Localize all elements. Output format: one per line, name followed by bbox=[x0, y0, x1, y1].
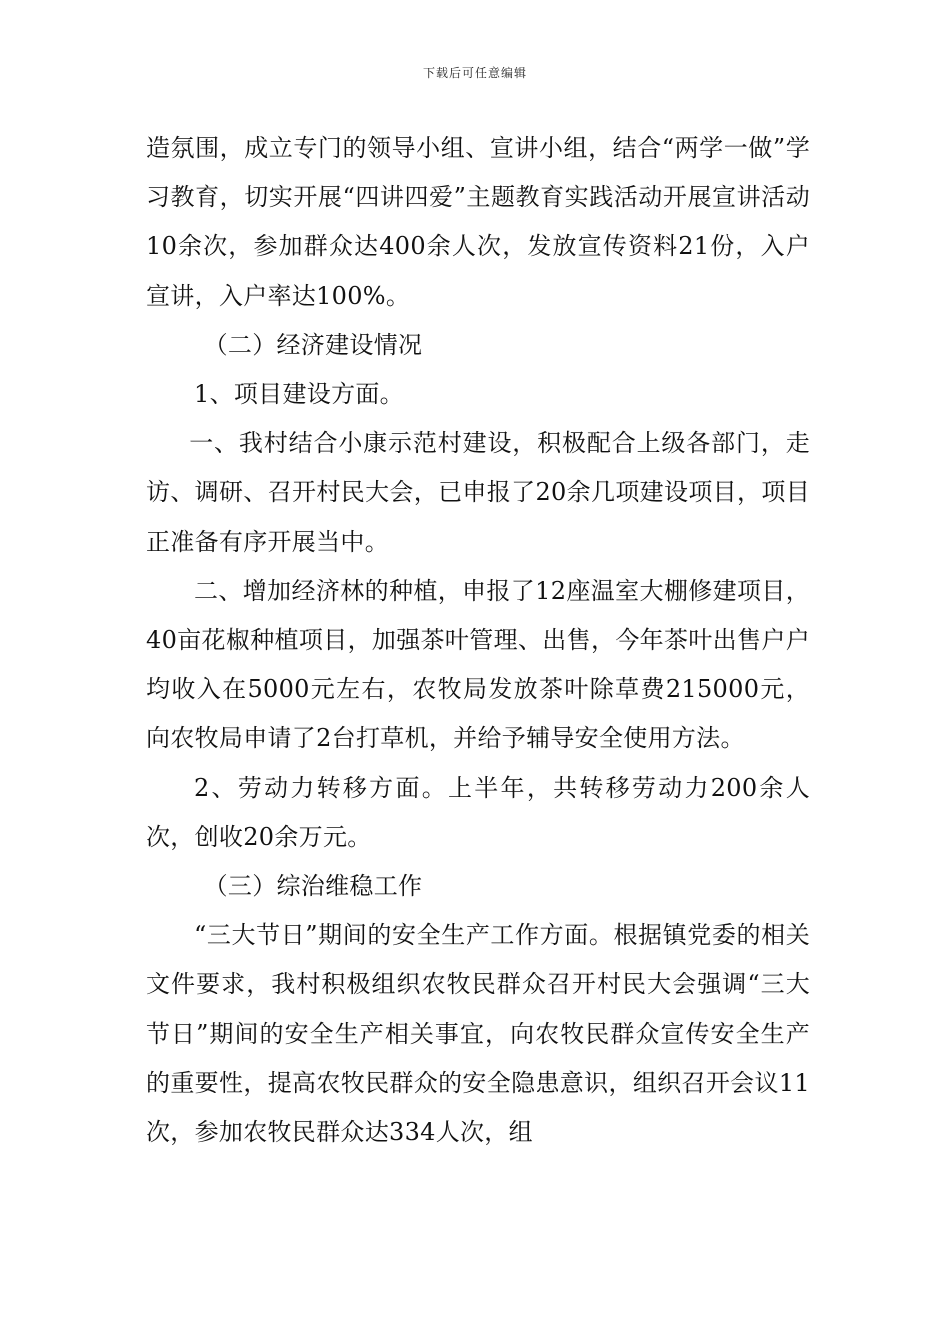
paragraph-holiday-safety: “三大节日”期间的安全生产工作方面。根据镇党委的相关文件要求，我村积极组织农牧民群众召开村民大会强调“三大节日”期间的安全生产相关事宜，向农牧民群众宣传安全生产的重要性，提高农牧民群众的安全隐患意识，组织召开会议11次，参加农牧民群众达334人次，组 bbox=[146, 921, 810, 1147]
section-heading-economic-construction: （二）经济建设情况 bbox=[203, 330, 423, 359]
subheading-project-construction: 1、项目建设方面。 bbox=[194, 380, 404, 409]
paragraph-propaganda-activities: 造氛围，成立专门的领导小组、宣讲小组，结合“两学一做”学习教育，切实开展“四讲四爱”主题教育实践活动开展宣讲活动10余次，参加群众达400余人次，发放宣传资料21份，入户宣讲，入户率达100%。 bbox=[146, 134, 810, 310]
paragraph-project-item-one: 一、我村结合小康示范村建设，积极配合上级各部门，走访、调研、召开村民大会，已申报了20余几项建设项目，项目正准备有序开展当中。 bbox=[146, 429, 810, 556]
paragraph-project-item-two: 二、增加经济林的种植，申报了12座温室大棚修建项目，40亩花椒种植项目，加强茶叶管理、出售，今年茶叶出售户户均收入在5000元左右，农牧局发放茶叶除草费215000元，向农牧局申请了2台打草机，并给予辅导安全使用方法。 bbox=[146, 576, 810, 753]
section-heading-stability-work: （三）综治维稳工作 bbox=[203, 872, 423, 901]
page-header-note: 下载后可任意编辑 bbox=[422, 66, 527, 80]
document-body bbox=[146, 124, 810, 1157]
paragraph-labor-transfer: 2、劳动力转移方面。上半年，共转移劳动力200余人次，创收20余万元。 bbox=[146, 773, 810, 851]
